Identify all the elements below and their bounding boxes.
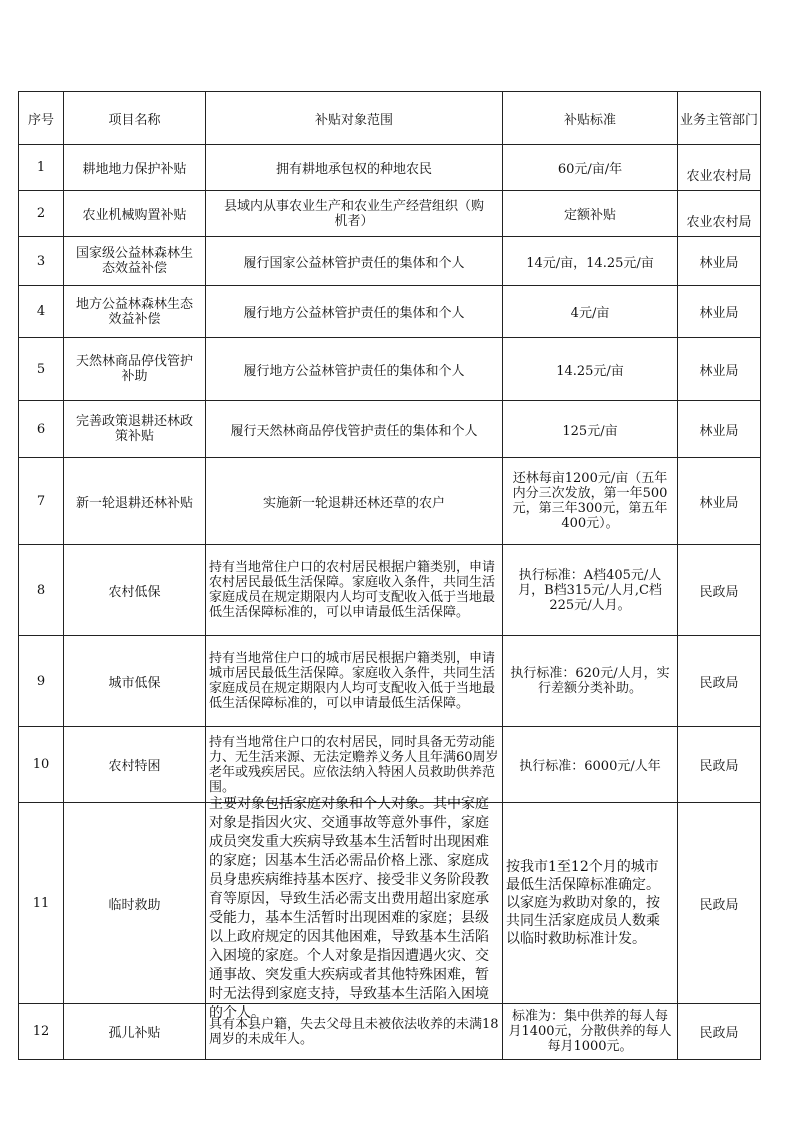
row-dept: 农业农村局 [678, 145, 761, 191]
table-row [19, 458, 761, 545]
header-standard: 补贴标准 [503, 92, 678, 145]
row-dept: 林业局 [678, 338, 761, 401]
table-row [19, 237, 761, 286]
row-no: 6 [19, 401, 64, 458]
row-standard: 60元/亩/年 [503, 145, 678, 191]
row-standard: 125元/亩 [503, 401, 678, 458]
header-no: 序号 [19, 92, 64, 145]
table-row [19, 338, 761, 401]
header-scope: 补贴对象范围 [206, 92, 503, 145]
row-scope: 拥有耕地承包权的种地农民 [206, 145, 503, 191]
row-no: 10 [19, 727, 64, 803]
row-no: 3 [19, 237, 64, 286]
table-row [19, 191, 761, 237]
row-scope: 履行地方公益林管护责任的集体和个人 [206, 286, 503, 338]
row-scope-cell [206, 796, 503, 1021]
row-name: 天然林商品停伐管护补助 [64, 338, 206, 401]
row-standard: 标准为：集中供养的每人每月1400元，分散供养的每人每月1000元。 [503, 1004, 678, 1060]
row-dept: 民政局 [678, 1004, 761, 1060]
row-dept: 民政局 [678, 803, 761, 1004]
row-name: 完善政策退耕还林政策补贴 [64, 401, 206, 458]
row-scope: 履行地方公益林管护责任的集体和个人 [206, 338, 503, 401]
row-standard: 还林每亩1200元/亩（五年内分三次发放，第一年500元，第三年300元，第五年400元）。 [503, 458, 678, 545]
row-standard: 定额补贴 [503, 191, 678, 237]
row-dept: 民政局 [678, 636, 761, 727]
table-row [19, 401, 761, 458]
row-name: 耕地地力保护补贴 [64, 145, 206, 191]
row-standard: 14元/亩，14.25元/亩 [503, 237, 678, 286]
row-no: 12 [19, 1004, 64, 1060]
row-scope: 持有当地常住户口的农村居民根据户籍类别，申请农村居民最低生活保障。家庭收入条件，共同生活家庭成员在规定期限内人均可支配收入低于当地最低生活保障标准的，可以申请最低生活保障。 [206, 545, 503, 636]
row-scope: 实施新一轮退耕还林还草的农户 [206, 458, 503, 545]
row-no: 7 [19, 458, 64, 545]
row-dept: 农业农村局 [678, 191, 761, 237]
row-no: 9 [19, 636, 64, 727]
table-row [19, 286, 761, 338]
row-name: 农业机械购置补贴 [64, 191, 206, 237]
row-scope: 主要对象包括家庭对象和个人对象。其中家庭对象是指因火灾、交通事故等意外事件，家庭成员突发重大疾病导致基本生活暂时出现困难的家庭；因基本生活必需品价格上涨、家庭成员身患疾病维持基本医疗、接受非义务阶段教育等原因，导致生活必需支出费用超出家庭承受能力，基本生活暂时出现困难的家庭；县级以上政府规定的因其他困难，导致基本生活陷入困境的家庭。个人对象是指因遭遇火灾、交通事故、突发重大疾病或者其他特殊困难，暂时无法得到家庭支持，导致基本生活陷入困境的个人。 [209, 796, 489, 1021]
row-no: 4 [19, 286, 64, 338]
table-row [19, 145, 761, 191]
row-no: 2 [19, 191, 64, 237]
row-name: 孤儿补贴 [64, 1004, 206, 1060]
table-row [19, 803, 761, 1004]
row-scope: 履行天然林商品停伐管护责任的集体和个人 [206, 401, 503, 458]
header-project-name: 项目名称 [64, 92, 206, 145]
row-name: 临时救助 [64, 803, 206, 1004]
row-name: 农村低保 [64, 545, 206, 636]
row-name: 新一轮退耕还林补贴 [64, 458, 206, 545]
row-scope: 持有当地常住户口的城市居民根据户籍类别，申请城市居民最低生活保障。家庭收入条件，共同生活家庭成员在规定期限内人均可支配收入低于当地最低生活保障标准的，可以申请最低生活保障。 [206, 636, 503, 727]
row-no: 11 [19, 803, 64, 1004]
row-standard: 执行标准：620元/人月，实行差额分类补助。 [503, 636, 678, 727]
row-standard: 执行标准：A档405元/人月，B档315元/人月,C档225元/人月。 [503, 545, 678, 636]
subsidy-table [18, 91, 761, 1060]
row-dept: 林业局 [678, 237, 761, 286]
row-standard: 按我市1至12个月的城市最低生活保障标准确定。以家庭为救助对象的，按共同生活家庭成员人数乘以临时救助标准计发。 [503, 803, 678, 1004]
row-name: 城市低保 [64, 636, 206, 727]
row-dept: 民政局 [678, 545, 761, 636]
row-dept: 民政局 [678, 727, 761, 803]
table-header-row [19, 92, 761, 145]
table-row [19, 727, 761, 803]
row-scope: 具有本县户籍，失去父母且未被依法收养的未满18周岁的未成年人。 [206, 1004, 503, 1060]
row-dept: 林业局 [678, 401, 761, 458]
row-dept: 林业局 [678, 458, 761, 545]
row-standard: 14.25元/亩 [503, 338, 678, 401]
row-scope: 县域内从事农业生产和农业生产经营组织（购机者） [206, 191, 503, 237]
header-dept: 业务主管部门 [678, 92, 761, 145]
row-scope: 履行国家公益林管护责任的集体和个人 [206, 237, 503, 286]
table-row [19, 636, 761, 727]
row-no: 1 [19, 145, 64, 191]
row-name: 国家级公益林森林生态效益补偿 [64, 237, 206, 286]
row-standard: 4元/亩 [503, 286, 678, 338]
row-no: 5 [19, 338, 64, 401]
row-name: 农村特困 [64, 727, 206, 803]
table-row [19, 1004, 761, 1060]
row-no: 8 [19, 545, 64, 636]
row-dept: 林业局 [678, 286, 761, 338]
row-name: 地方公益林森林生态效益补偿 [64, 286, 206, 338]
table-row [19, 545, 761, 636]
row-scope: 持有当地常住户口的农村居民，同时具备无劳动能力、无生活来源、无法定赡养义务人且年满60周岁老年或残疾居民。应依法纳入特困人员救助供养范围。 [206, 727, 503, 803]
row-standard: 执行标准：6000元/人年 [503, 727, 678, 803]
